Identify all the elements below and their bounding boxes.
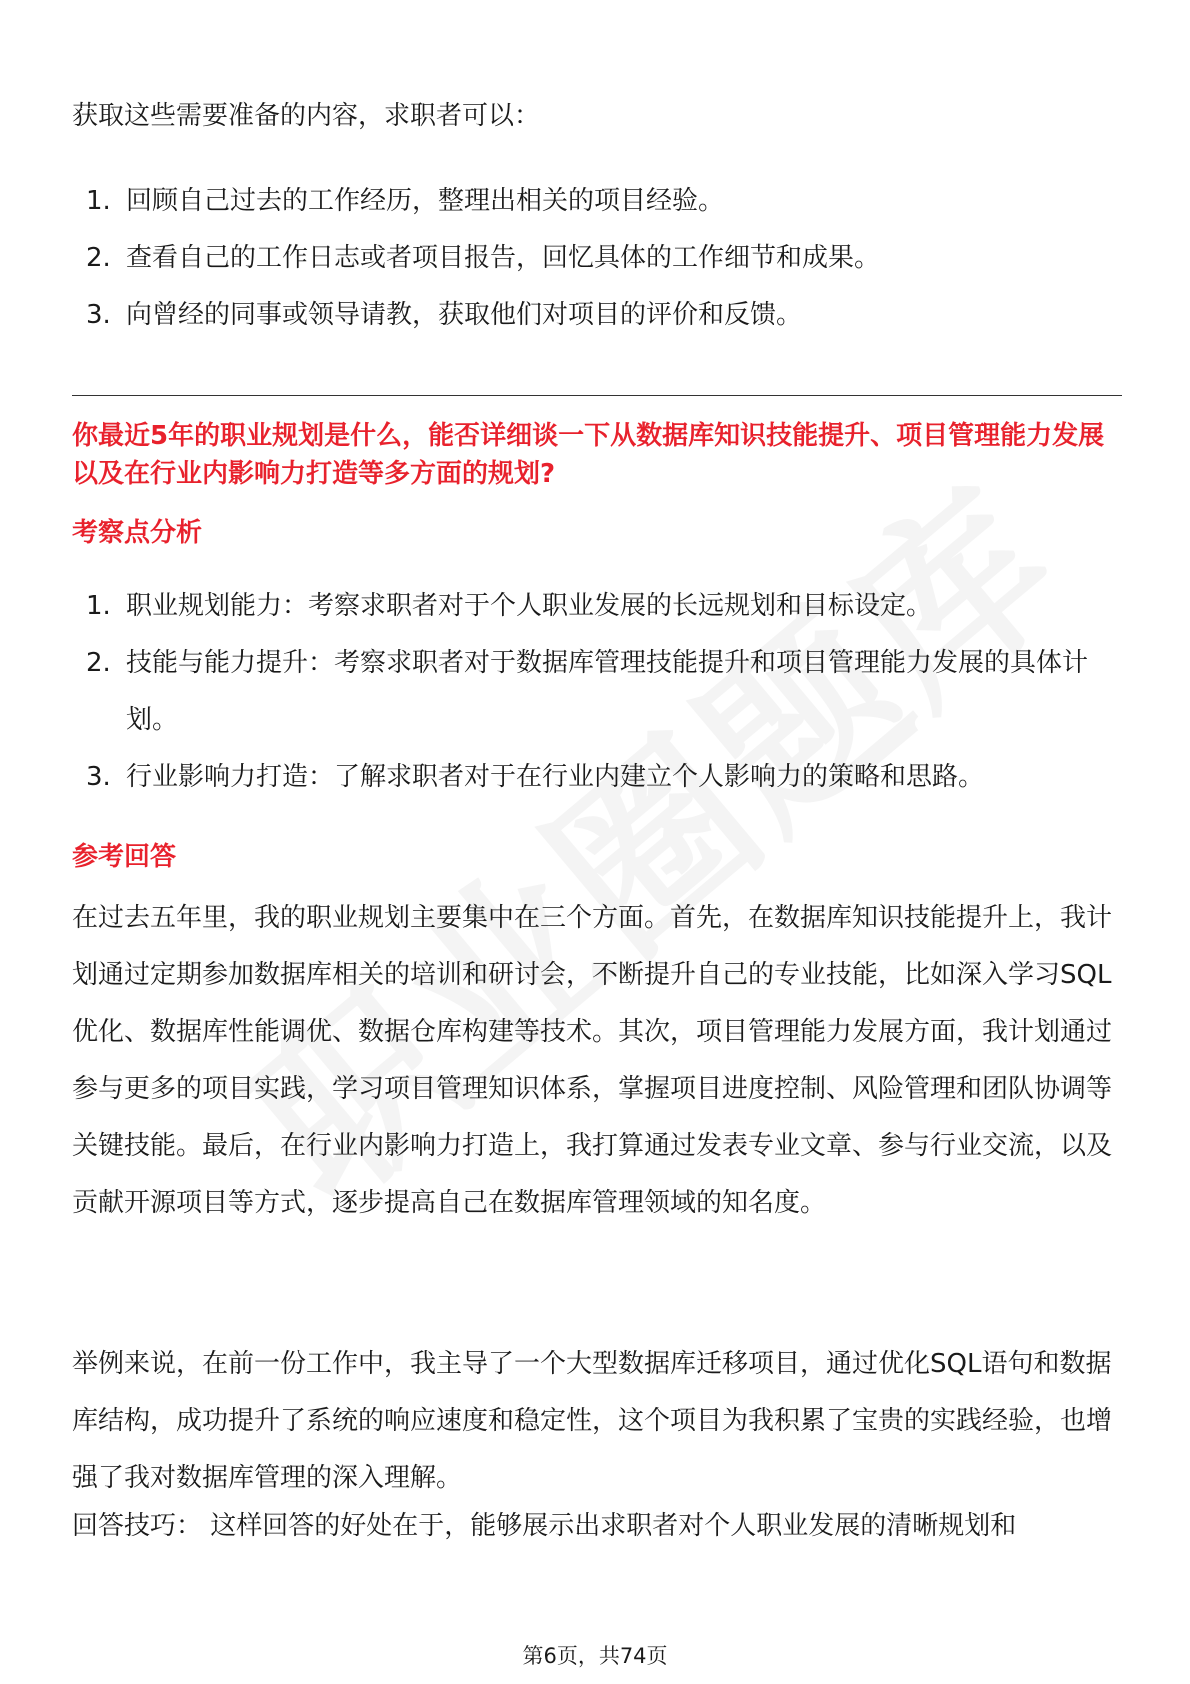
example-paragraph: 举例来说，在前一份工作中，我主导了一个大型数据库迁移项目，通过优化SQL语句和数据库结构，成功提升了系统的响应速度和稳定性，这个项目为我积累了宝贵的实践经验，也增强了我对数据库管理的深入理解。 [72,1349,1113,1493]
list-item: 2. 技能与能力提升：考察求职者对于数据库管理技能提升和项目管理能力发展的具体计划。 [86,648,1089,735]
tips-paragraph: 回答技巧： 这样回答的好处在于，能够展示出求职者对个人职业发展的清晰规划和 [72,1511,1017,1541]
question-title: 你最近5年的职业规划是什么，能否详细谈一下从数据库知识技能提升、项目管理能力发展以及在行业内影响力打造等多方面的规划? [72,421,1105,489]
section-divider [72,395,1122,396]
list-item: 3. 向曾经的同事或领导请教，获取他们对项目的评价和反馈。 [86,300,803,330]
list-item: 2. 查看自己的工作日志或者项目报告，回忆具体的工作细节和成果。 [86,243,881,273]
page-footer: 第6页，共74页 [522,1644,668,1668]
list-item: 1. 回顾自己过去的工作经历，整理出相关的项目经验。 [86,186,725,216]
list-item: 3. 行业影响力打造：了解求职者对于在行业内建立个人影响力的策略和思路。 [86,762,985,792]
prep-list [72,173,1122,344]
answer-paragraph: 在过去五年里，我的职业规划主要集中在三个方面。首先，在数据库知识技能提升上，我计划通过定期参加数据库相关的培训和研讨会，不断提升自己的专业技能，比如深入学习SQL优化、数据库性能调优、数据仓库构建等技术。其次，项目管理能力发展方面，我计划通过参与更多的项目实践，学习项目管理知识体系，掌握项目进度控制、风险管理和团队协调等关键技能。最后，在行业内影响力打造上，我打算通过发表专业文章、参与行业交流，以及贡献开源项目等方式，逐步提高自己在数据库管理领域的知名度。 [72,903,1113,1218]
list-item: 1. 职业规划能力：考察求职者对于个人职业发展的长远规划和目标设定。 [86,591,933,621]
analysis-list [72,578,1122,806]
intro-paragraph: 获取这些需要准备的内容，求职者可以： [72,101,541,131]
answer-heading: 参考回答 [72,842,177,872]
analysis-heading: 考察点分析 [72,518,203,548]
